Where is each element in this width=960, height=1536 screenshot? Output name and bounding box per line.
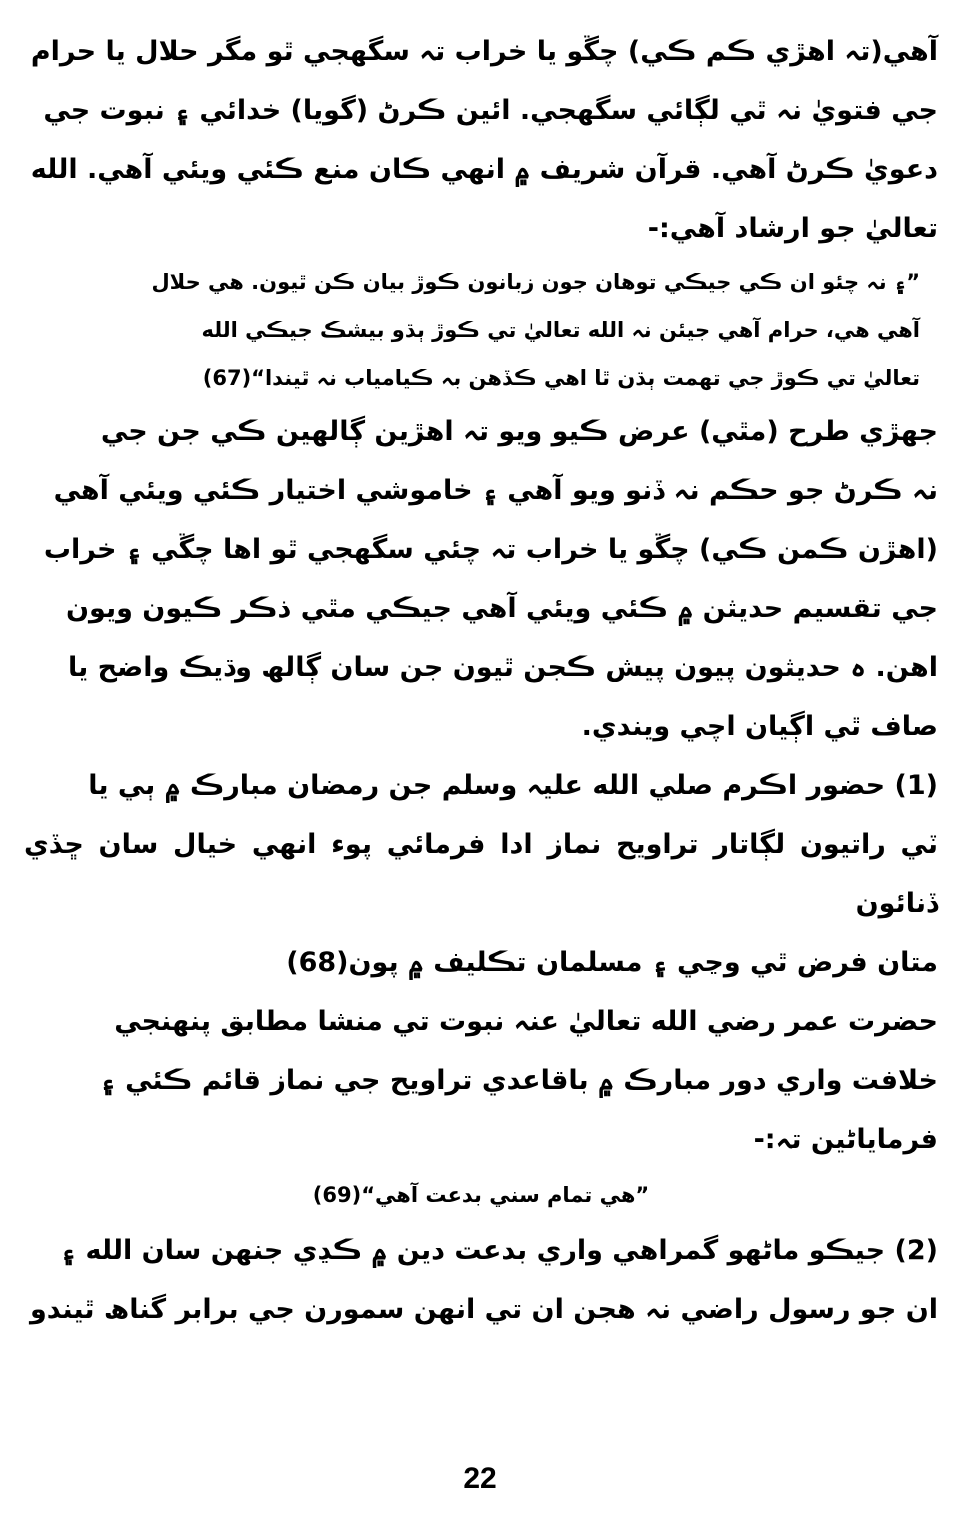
paragraph-intro: آهي(تہ اهڙي ڪم ڪي) چڱو يا خراب تہ سگهجي ٿو مگر حلال يا حرام جي فتويٰ نہ ٿي لڳائي سگهجي. ائين ڪرڻ (گويا) خدائي ۽ نبوت جي دعويٰ ڪرڻ آهي. قرآن شريف ۾ انهي ڪان منع ڪئي ويئي آهي. الله تعاليٰ جو ارشاد آهي:-: [30, 36, 938, 244]
numbered-item-2: (2) جيڪو ماڻهو گمراهي واري بدعت دين ۾ ڪڍي جنهن سان الله ۽ ان جو رسول راضي نہ هجن ان تي انهن سمورن جي برابر گناھ ٿيندو: [29, 1235, 938, 1325]
hadith-quote: ”هي تمام سني بدعت آهي“(69): [312, 1183, 650, 1207]
quran-quote: ”۽ نہ چئو ان ڪي جيڪي توهان جون زبانون ڪوڙ بيان ڪن ٿيون. هي حلال آهي هي، حرام آهي جيئن نہ الله تعاليٰ تي ڪوڙ ٻڌو بيشڪ جيڪي الله تعاليٰ تي ڪوڙ جي تهمت ٻڌن ٿا اهي ڪڏهن بہ ڪيامياب نہ ٿيندا“(67): [151, 270, 920, 390]
page-text: [24, 22, 938, 1339]
paragraph-umar: حضرت عمر رضي الله تعاليٰ عنہ نبوت تي منشا مطابق پنهنجي خلافت واري دور مبارڪ ۾ باقاعدي تراويح جي نماز قائم ڪئي ۽ فرماياڻين تہ:-: [99, 1006, 938, 1155]
page-number: 22: [463, 1462, 497, 1495]
numbered-item-1: (1) حضور اڪرم صلي الله عليہ وسلم جن رمضان مبارڪ ۾ ٻي يا ٽي راتيون لڳاتار تراويح نماز ادا فرمائي پوء انهي خيال سان ڇڏي ڏنائون متان فرض ٿي وڃي ۽ مسلمان تڪليف ۾ پون(68): [24, 770, 938, 978]
paragraph-explanation: جهڙي طرح (مٿي) عرض ڪيو ويو تہ اهڙين ڳالهين ڪي جن جي نہ ڪرڻ جو حڪم نہ ڏنو ويو آهي ۽ خاموشي اختيار ڪئي ويئي آهي (اهڙن ڪمن ڪي) چڱو يا خراب تہ چئي سگهجي ٿو اها چڱي ۽ خراب جي تقسيم حديثن ۾ ڪئي ويئي آهي جيڪي مٿي ذڪر ڪيون ويون اهن. ہ حديثون پيون پيش ڪجن ٿيون جن سان ڳالھ وڌيڪ واضح يا صاف ٿي اڳيان اچي ويندي.: [43, 416, 938, 742]
